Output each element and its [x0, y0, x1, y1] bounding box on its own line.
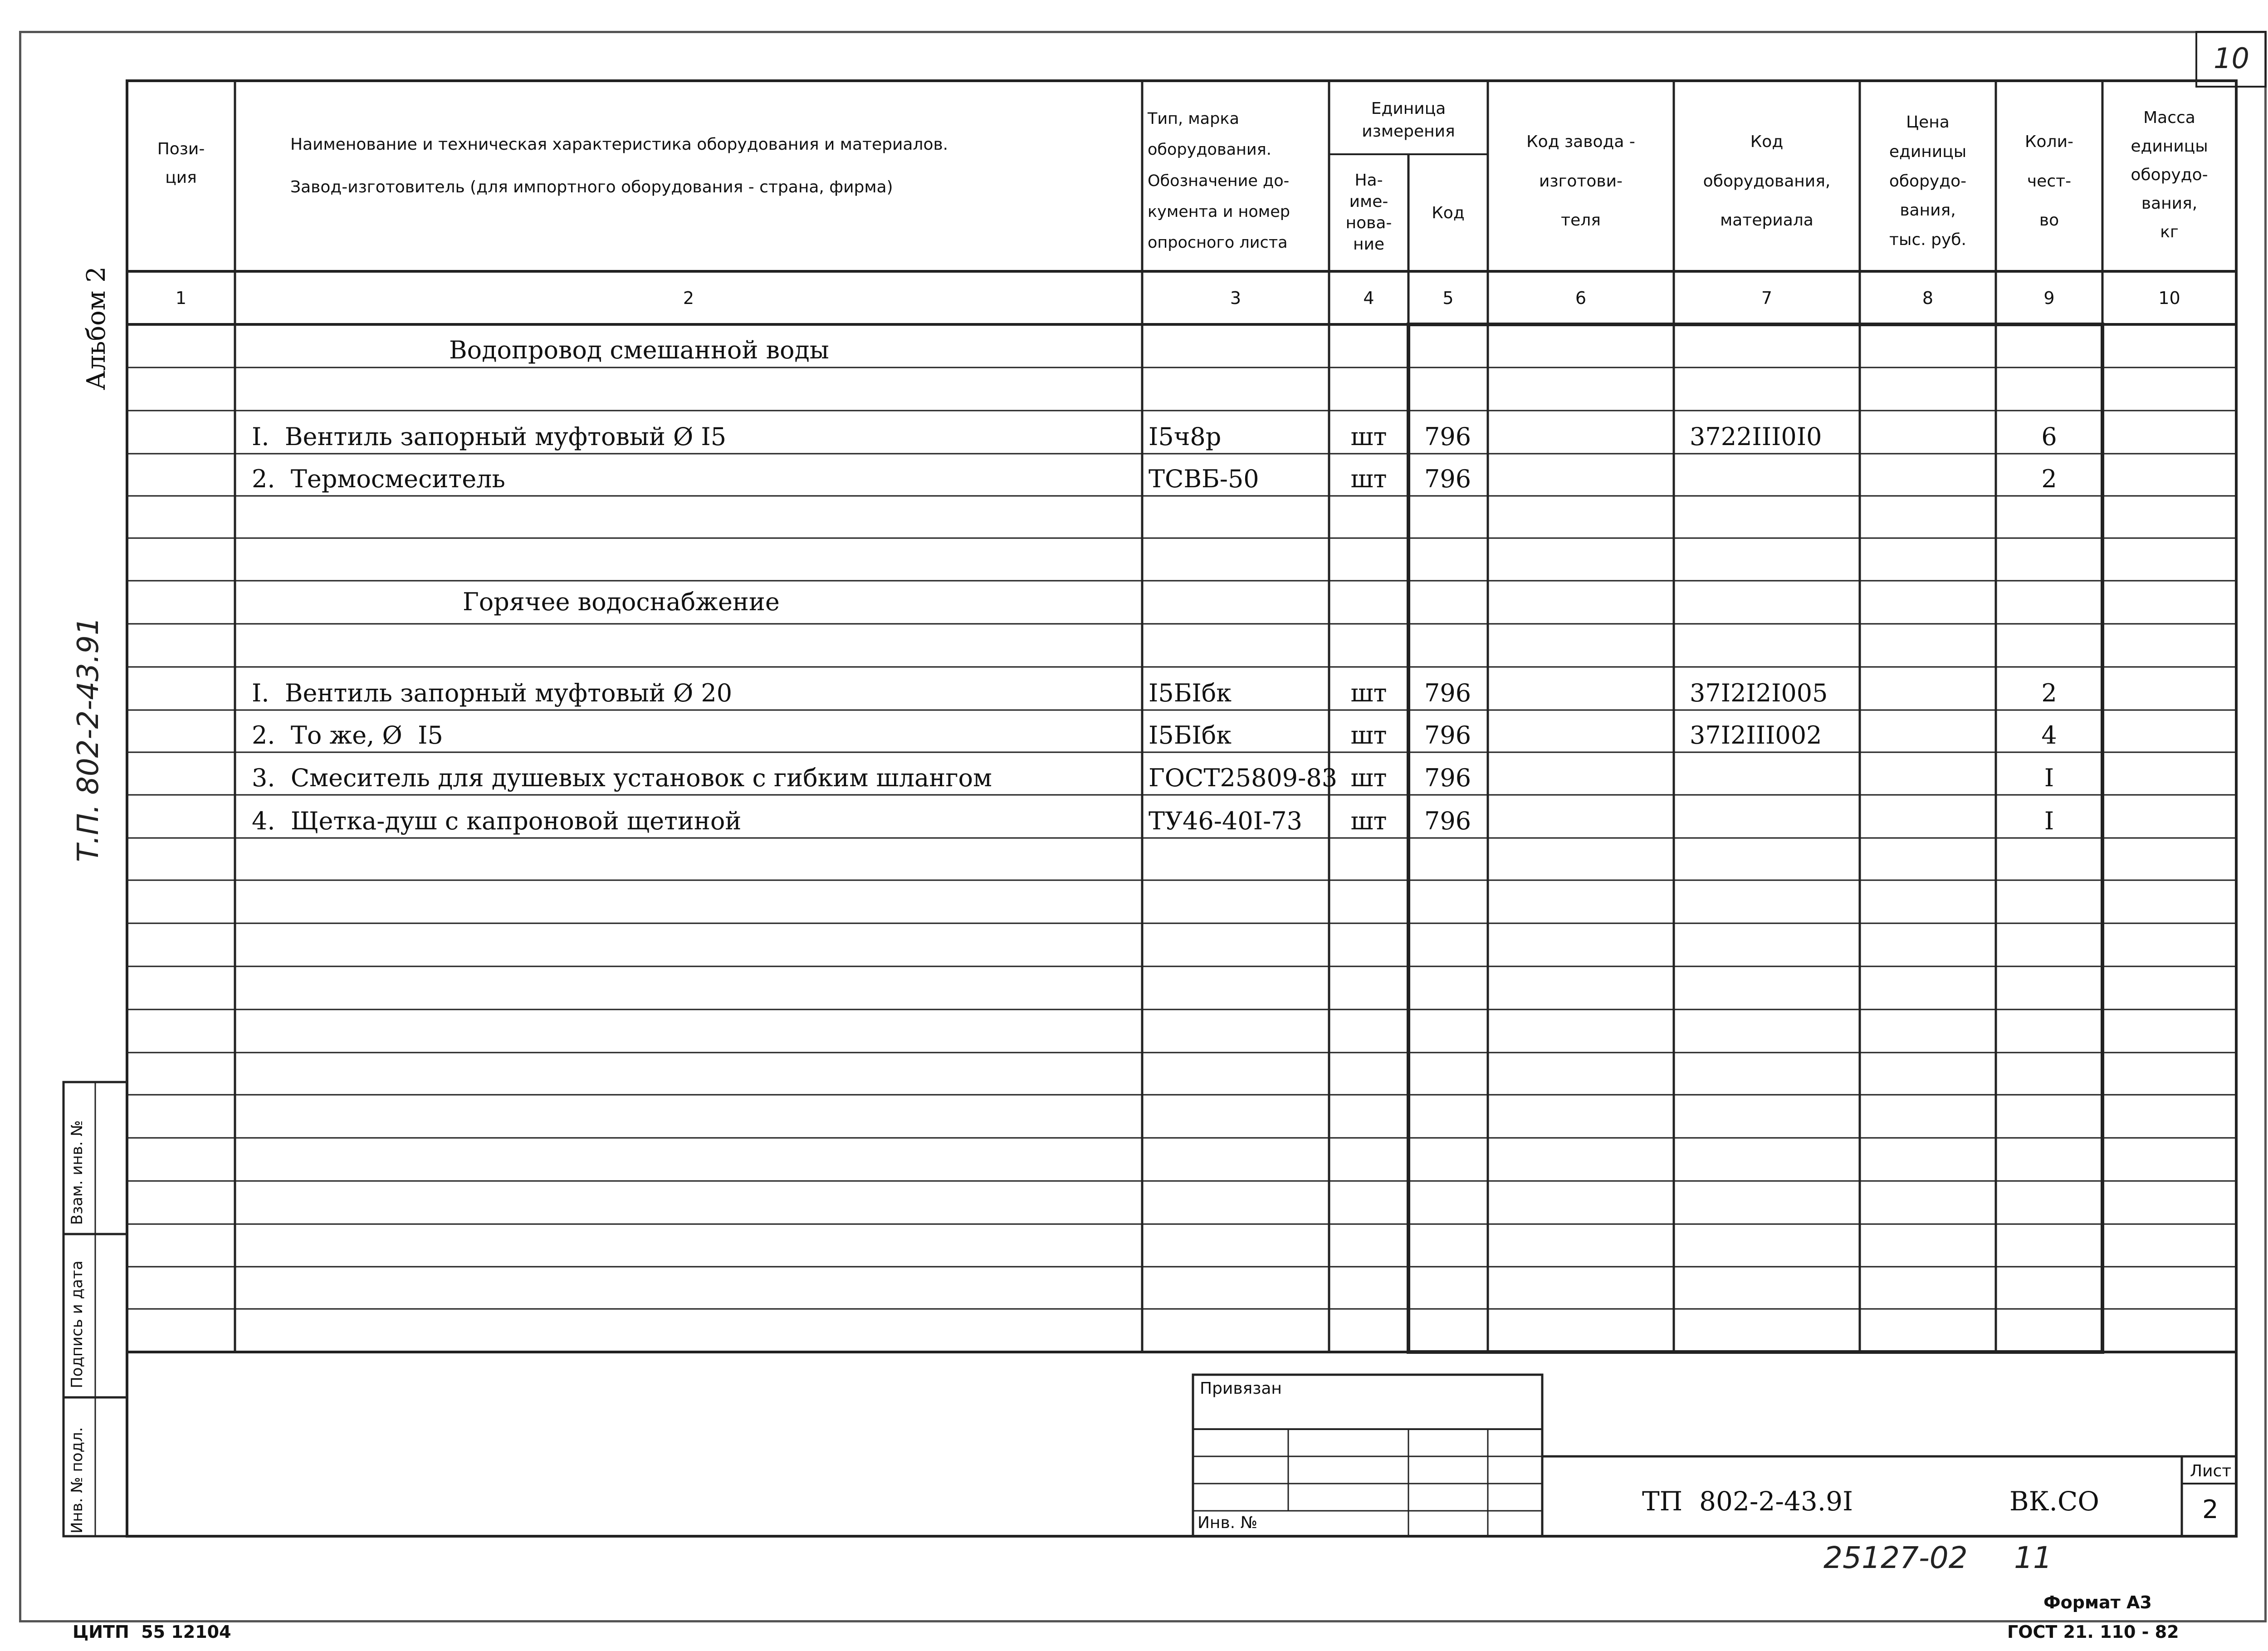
col-num-4: 4 — [1363, 288, 1374, 308]
col-header-unit-code: Код — [1432, 203, 1465, 222]
row-quantity: 4 — [2041, 721, 2057, 750]
row-name: 2. Термосмеситель — [252, 465, 505, 493]
col-num-9: 9 — [2043, 288, 2055, 308]
col-num-6: 6 — [1575, 288, 1587, 308]
row-unit: шт — [1350, 764, 1387, 792]
row-type: I5БIбк — [1149, 721, 1232, 750]
col-header-price: Цена единицы оборудо- вания, тыс. руб. — [1889, 113, 1967, 250]
col-num-10: 10 — [2158, 288, 2180, 308]
row-type: ТСВБ-50 — [1149, 465, 1259, 493]
row-quantity: 6 — [2041, 422, 2057, 451]
row-unit: шт — [1350, 422, 1387, 451]
row-name: I. Вентиль запорный муфтовый Ø I5 — [252, 422, 727, 451]
stamp-signature-date: Подпись и дата — [68, 1260, 86, 1388]
row-unit: шт — [1350, 465, 1387, 493]
bottom-right-standard: ГОСТ 21. 110 - 82 — [2007, 1622, 2179, 1642]
row-unit-code: 796 — [1424, 422, 1471, 451]
col-header-equipment-code: Код оборудования, материала — [1703, 132, 1831, 230]
stamp-replaced-inventory: Взам. инв. № — [68, 1120, 86, 1225]
sheet-label: Лист — [2190, 1462, 2232, 1480]
row-name: 2. То же, Ø I5 — [252, 721, 443, 750]
row-name: 3. Смеситель для душевых установок с гибким шлангом — [252, 764, 992, 792]
document-number: ТП 802-2-43.9I — [1642, 1486, 1853, 1517]
row-name: 4. Щетка-душ с капроновой щетиной — [252, 807, 742, 835]
album-label: Альбом 2 — [82, 266, 111, 390]
col-header-quantity: Коли- чест- во — [2025, 132, 2073, 230]
col-num-8: 8 — [1922, 288, 1934, 308]
col-header-position: Пози- ция — [157, 140, 205, 187]
corner-number: 10 — [2214, 42, 2249, 75]
row-quantity: I — [2044, 807, 2054, 835]
document-code: ВК.СО — [2009, 1486, 2099, 1517]
row-unit-code: 796 — [1424, 721, 1471, 750]
section-title-mixed-water: Водопровод смешанной воды — [449, 336, 829, 364]
row-unit: шт — [1350, 679, 1387, 707]
col-header-name: Наименование и техническая характеристика оборудования и материалов. Завод-изготовитель (для импортного оборудования - страна, фирма) — [290, 135, 948, 196]
sheet-number: 2 — [2202, 1495, 2219, 1524]
row-quantity: 2 — [2041, 679, 2057, 707]
row-type: I5БIбк — [1149, 679, 1232, 707]
col-num-3: 3 — [1230, 288, 1242, 308]
stamp-original-inventory: Инв. № подл. — [68, 1427, 86, 1533]
row-name: I. Вентиль запорный муфтовый Ø 20 — [252, 679, 733, 707]
col-header-unit-group: Единица измерения — [1362, 99, 1455, 141]
row-unit-code: 796 — [1424, 807, 1471, 835]
col-num-7: 7 — [1761, 288, 1773, 308]
row-equipment-code: 3722III0I0 — [1690, 422, 1822, 451]
project-side-label: Т.П. 802-2-43.91 — [72, 617, 105, 862]
col-header-mass: Масса единицы оборудо- вания, кг — [2131, 108, 2208, 241]
row-unit-code: 796 — [1424, 679, 1471, 707]
section-title-hot-water: Горячее водоснабжение — [463, 588, 780, 616]
col-num-1: 1 — [175, 288, 187, 308]
row-unit: шт — [1350, 721, 1387, 750]
title-block-inv-no: Инв. № — [1198, 1514, 1258, 1532]
col-num-2: 2 — [683, 288, 694, 308]
handwritten-sheet-number: 11 — [2014, 1540, 2052, 1575]
col-num-5: 5 — [1442, 288, 1454, 308]
row-equipment-code: 37I2III002 — [1690, 721, 1822, 750]
row-quantity: 2 — [2041, 465, 2057, 493]
col-header-unit-name: На- име- нова- ние — [1345, 171, 1392, 254]
row-type: ГОСТ25809-83 — [1149, 764, 1338, 792]
col-header-factory-code: Код завода - изготови- теля — [1526, 132, 1635, 230]
row-type: ТУ46-40I-73 — [1149, 807, 1303, 835]
row-unit-code: 796 — [1424, 465, 1471, 493]
bottom-left-code: ЦИТП 55 12104 — [73, 1622, 231, 1642]
format-label: Формат А3 — [2043, 1592, 2152, 1612]
row-equipment-code: 37I2I2I005 — [1690, 679, 1828, 707]
title-block-privyazan: Привязан — [1200, 1379, 1282, 1398]
row-type: I5ч8р — [1149, 422, 1222, 451]
handwritten-archive-number: 25127-02 — [1823, 1540, 1968, 1575]
row-quantity: I — [2044, 764, 2054, 792]
row-unit-code: 796 — [1424, 764, 1471, 792]
row-unit: шт — [1350, 807, 1387, 835]
col-header-type: Тип, марка оборудования. Обозначение до- кумента и номер опросного листа — [1148, 110, 1290, 252]
